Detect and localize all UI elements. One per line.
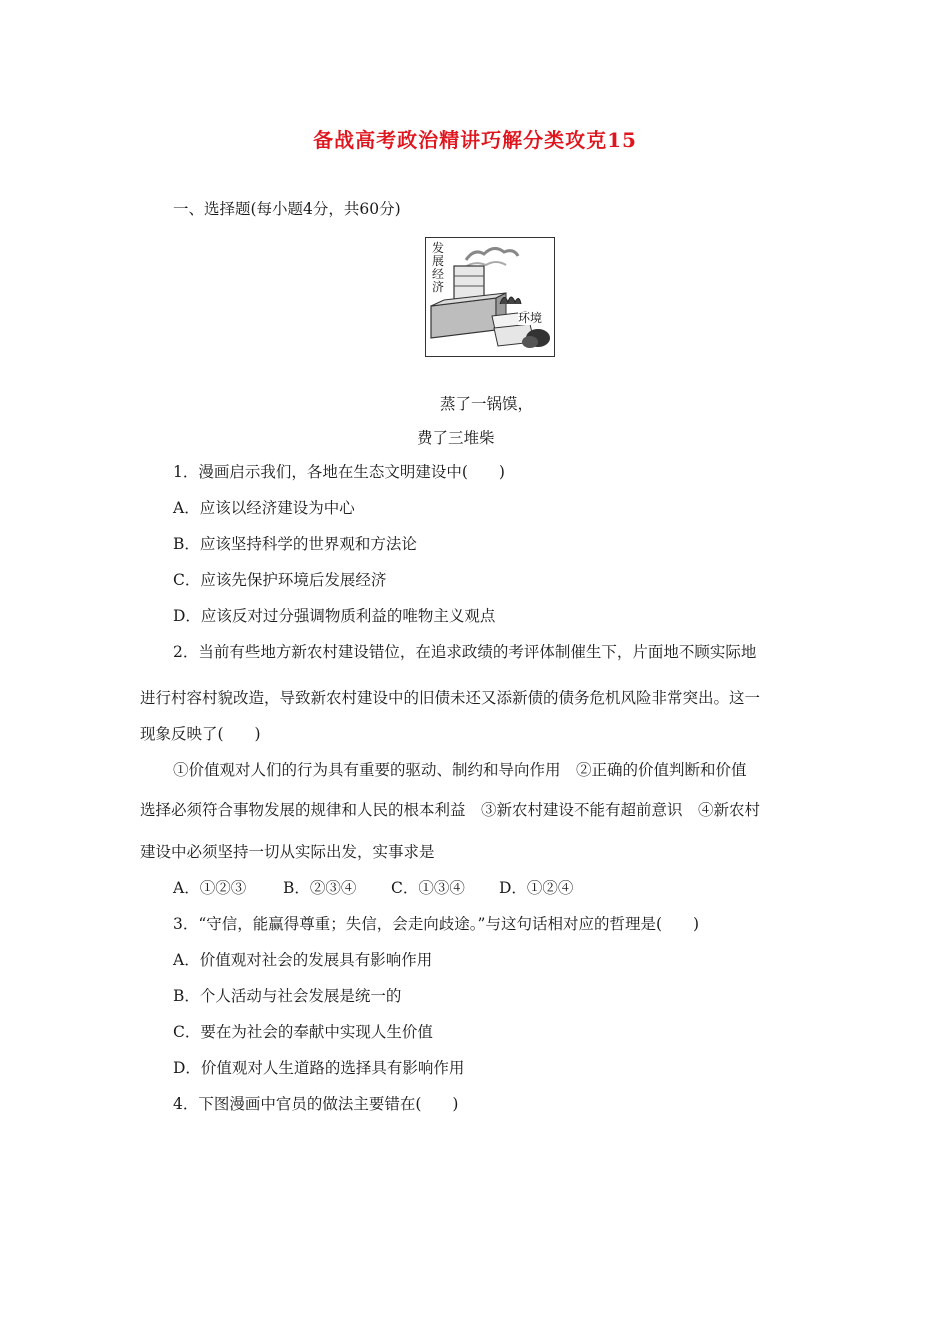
question-1-option-d: D．应该反对过分强调物质利益的唯物主义观点 xyxy=(173,607,496,625)
question-4-stem: 4．下图漫画中官员的做法主要错在( ) xyxy=(173,1095,459,1113)
question-1-option-c: C．应该先保护环境后发展经济 xyxy=(173,571,387,589)
cartoon-caption-line1: 蒸了一锅馍， xyxy=(440,395,534,413)
question-3-option-c: C．要在为社会的奉献中实现人生价值 xyxy=(173,1023,433,1041)
document-title: 备战高考政治精讲巧解分类攻克15 xyxy=(313,128,637,152)
question-3-stem: 3．“守信，能赢得尊重；失信，会走向歧途。”与这句话相对应的哲理是( ) xyxy=(173,915,700,933)
question-2-option-a: A．①②③ xyxy=(173,879,247,897)
question-3-option-b: B．个人活动与社会发展是统一的 xyxy=(173,987,402,1005)
question-2-stem-line3: 现象反映了( ) xyxy=(140,725,261,743)
question-1-option-b: B．应该坚持科学的世界观和方法论 xyxy=(173,535,417,553)
cartoon-illustration xyxy=(425,237,555,357)
question-2-stem-line1: 2．当前有些地方新农村建设错位，在追求政绩的考评体制催生下，片面地不顾实际地 xyxy=(173,643,757,661)
section-heading: 一、选择题(每小题4分，共60分) xyxy=(173,200,401,218)
question-2-option-c: C．①③④ xyxy=(391,879,465,897)
question-2-stem-line2: 进行村容村貌改造，导致新农村建设中的旧债未还又添新债的债务危机风险非常突出。这一 xyxy=(140,689,761,707)
question-2-options xyxy=(173,878,573,898)
question-3-option-d: D．价值观对人生道路的选择具有影响作用 xyxy=(173,1059,465,1077)
cartoon-label-char: 展 xyxy=(432,254,445,268)
question-2-option-d: D．①②④ xyxy=(499,879,574,897)
question-1-stem: 1．漫画启示我们，各地在生态文明建设中( ) xyxy=(173,463,505,481)
question-2-items-line1: ①价值观对人们的行为具有重要的驱动、制约和导向作用 ②正确的价值判断和价值 xyxy=(173,761,747,779)
question-2-items-line3: 建设中必须坚持一切从实际出发，实事求是 xyxy=(140,843,435,861)
question-2-option-b: B．②③④ xyxy=(283,879,357,897)
cartoon-caption-line2: 费了三堆柴 xyxy=(417,429,495,447)
question-3-option-a: A．价值观对社会的发展具有影响作用 xyxy=(173,951,433,969)
cartoon-label-char: 发 xyxy=(432,241,445,255)
cartoon-label-char: 济 xyxy=(432,280,445,294)
cartoon-label-environment: 环境 xyxy=(518,311,543,325)
question-1-option-a: A．应该以经济建设为中心 xyxy=(173,499,355,517)
cartoon-label-char: 经 xyxy=(432,267,445,281)
question-2-items-line2: 选择必须符合事物发展的规律和人民的根本利益 ③新农村建设不能有超前意识 ④新农村 xyxy=(140,801,761,819)
